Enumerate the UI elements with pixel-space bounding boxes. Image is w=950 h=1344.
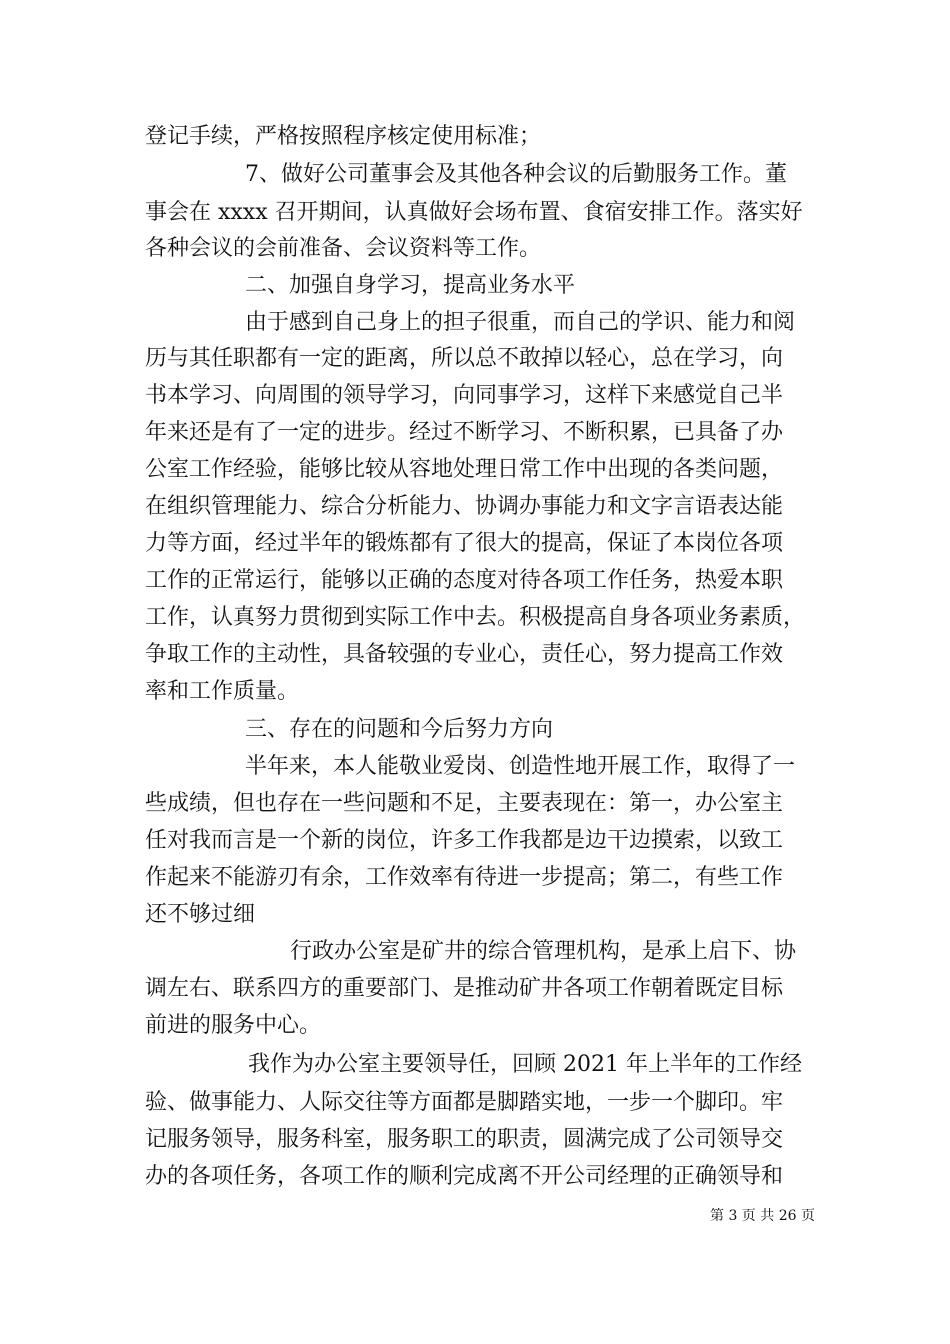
text-line: 办的各项任务，各项工作的顺利完成离不开公司经理的正确领导和 [145, 1164, 784, 1189]
text-line: 工作的正常运行，能够以正确的态度对待各项工作任务，热爱本职 [145, 568, 784, 593]
text-line: 在组织管理能力、综合分析能力、协调办事能力和文字言语表达能 [145, 494, 784, 519]
text-line: 前进的服务中心。 [145, 1013, 322, 1038]
text-line: 力等方面，经过半年的锻炼都有了很大的提高，保证了本岗位各项 [145, 531, 784, 556]
text-line: 事会在 xxxx 召开期间，认真做好会场布置、食宿安排工作。落实好 [145, 200, 803, 225]
text-line: 率和工作质量。 [145, 679, 300, 704]
text-line: 我作为办公室主要领导任，回顾 2021 年上半年的工作经 [248, 1052, 802, 1077]
text-line: 还不够过细 [145, 902, 256, 927]
text-line: 公室工作经验，能够比较从容地处理日常工作中出现的各类问题， [145, 457, 784, 482]
text-line: 半年来，本人能敬业爱岗、创造性地开展工作，取得了一 [245, 754, 796, 779]
text-line: 登记手续，严格按照程序核定使用标准； [145, 124, 542, 149]
text-line: 争取工作的主动性，具备较强的专业心，责任心，努力提高工作效 [145, 642, 784, 667]
section-heading: 三、存在的问题和今后努力方向 [245, 717, 554, 742]
text-line: 历与其任职都有一定的距离，所以总不敢掉以轻心，总在学习，向 [145, 346, 784, 371]
text-line: 工作，认真努力贯彻到实际工作中去。积极提高自身各项业务素质， [145, 605, 806, 630]
text-line: 书本学习、向周围的领导学习，向同事学习，这样下来感觉自己半 [145, 383, 784, 408]
text-line: 各种会议的会前准备、会议资料等工作。 [145, 236, 542, 261]
section-heading: 二、加强自身学习，提高业务水平 [245, 273, 576, 298]
text-line: 验、做事能力、人际交往等方面都是脚踏实地，一步一个脚印。牢 [145, 1090, 784, 1115]
text-line: 调左右、联系四方的重要部门、是推动矿井各项工作朝着既定目标 [145, 976, 784, 1001]
text-line: 些成绩，但也存在一些问题和不足，主要表现在：第一，办公室主 [145, 791, 784, 816]
text-line: 记服务领导，服务科室，服务职工的职责，圆满完成了公司领导交 [145, 1127, 784, 1152]
page-number: 第 3 页 共 26 页 [710, 1208, 815, 1224]
text-line: 任对我而言是一个新的岗位，许多工作我都是边干边摸索，以致工 [145, 828, 784, 853]
text-line: 年来还是有了一定的进步。经过不断学习、不断积累，已具备了办 [145, 420, 784, 445]
text-line: 7、做好公司董事会及其他各种会议的后勤服务工作。董 [245, 162, 787, 187]
text-line: 作起来不能游刃有余，工作效率有待进一步提高；第二，有些工作 [145, 865, 784, 890]
text-line: 由于感到自己身上的担子很重，而自己的学识、能力和阅 [245, 310, 796, 335]
text-line: 行政办公室是矿井的综合管理机构，是承上启下、协 [290, 939, 797, 964]
